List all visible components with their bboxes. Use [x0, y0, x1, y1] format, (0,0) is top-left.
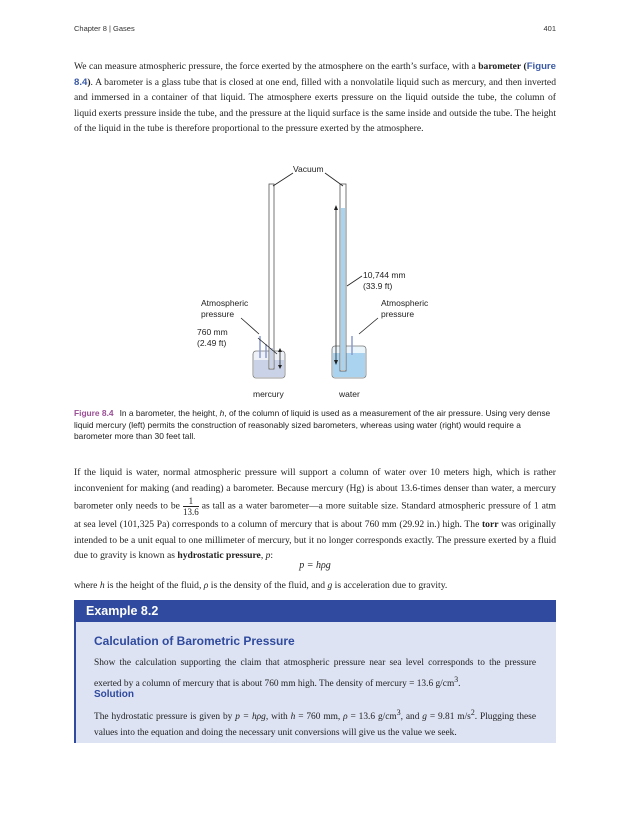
paragraph-formula-definitions [74, 578, 556, 594]
arrow-head-icon [334, 205, 338, 210]
label-atm-left-1: Atmospheric [201, 298, 249, 308]
term-barometer: barometer [478, 61, 522, 72]
example-header-bar [74, 600, 556, 622]
hydrostatic-formula: p = hρg [299, 560, 331, 571]
vacuum-leader [273, 173, 293, 186]
term-hydrostatic-pressure: hydrostatic pressure [177, 550, 261, 562]
label-atm-right-2: pressure [381, 309, 415, 319]
barometer-illustration [180, 158, 470, 408]
sol-text-a: The hydrostatic pressure is given by [94, 712, 236, 723]
label-atm-right-1: Atmospheric [381, 298, 429, 308]
page-number: 401 [543, 24, 556, 33]
problem-text: Show the calculation supporting the claim that atmospheric pressure near sea level corresponds to the pressure exerted by a column of mercury that is about 760 mm high. The density of mercury = 13.6 g/cm [94, 658, 536, 689]
var-p: p [265, 550, 271, 562]
caption-var-h: h [219, 408, 225, 418]
sol-superscript-3: 3 [396, 708, 401, 717]
sol-text-f: = 9.81 m/s [426, 712, 471, 723]
sol-var-rho: ρ [343, 712, 348, 723]
para1-close-paren: ) [87, 76, 91, 88]
para3-text-c: is the density of the fluid, and [208, 580, 328, 591]
water-liquid [333, 353, 365, 377]
vacuum-leader [325, 173, 343, 186]
var-rho: ρ [203, 580, 209, 591]
barometer-figure [180, 158, 470, 408]
sol-equation: p = hρg [235, 712, 266, 723]
mercury-barometer [253, 184, 285, 378]
term-torr: torr [481, 519, 499, 531]
water-column [341, 208, 345, 370]
caption-figure-number: Figure 8.4 [74, 408, 114, 418]
atm-right-leader [359, 318, 378, 334]
solution-heading: Solution [94, 689, 134, 700]
running-header-chapter: Chapter 8 | Gases [74, 24, 135, 33]
paragraph-water-vs-mercury [74, 465, 556, 564]
sol-var-h: h [290, 712, 296, 723]
mercury-column [270, 348, 273, 368]
para3-text-b: is the height of the fluid, [104, 580, 204, 591]
caption-text-a: In a barometer, the height, [119, 408, 220, 418]
problem-superscript: 3 [454, 674, 459, 684]
example-title: Calculation of Barometric Pressure [94, 634, 295, 648]
mercury-tube [269, 184, 274, 369]
sol-text-c: = 760 mm, [295, 712, 344, 723]
sol-text-e: , and [400, 712, 423, 723]
label-atm-left-2: pressure [201, 309, 235, 319]
figure-caption [74, 408, 556, 443]
atm-left-leader [241, 318, 259, 334]
label-water-height-mm: 10,744 mm [363, 270, 406, 280]
fraction-numerator: 1 [183, 496, 199, 507]
example-solution [94, 705, 536, 741]
caption-text-b: , of the column of liquid is used as a measurement of the air pressure. Using very dense liquid mercury (left) permits the construction of reasonably sized barometers, whereas using water (right) would require a barometer more than 30 feet tall. [74, 408, 551, 441]
para2-text-c: was originally intended to be a unit equal to one millimeter of mercury, but it no longer corresponds exactly. The pressure exerted by a fluid due to gravity is known as [74, 519, 556, 562]
figure-8-4-link[interactable]: Figure 8.4 [74, 61, 557, 88]
para3-text-d: is acceleration due to gravity. [332, 580, 448, 591]
example-problem [94, 656, 536, 692]
label-mercury: mercury [253, 389, 284, 399]
sol-var-g: g [422, 712, 427, 723]
sol-text-d: = 13.6 g/cm [347, 712, 397, 723]
para2-text-e: : [270, 550, 274, 562]
sol-superscript-2: 2 [470, 708, 475, 717]
para2-text-a: If the liquid is water, normal atmospheric pressure will support a column of water over 10 meters high, which is rather inconvenient for making (and reading) a barometer. Because mercury (Hg) is about 13.6-times denser than water, a mercury barometer only needs to be [74, 467, 556, 512]
var-g: g [327, 580, 333, 591]
label-water: water [339, 389, 360, 399]
label-hg-height-mm: 760 mm [197, 327, 228, 337]
water-height-leader [347, 276, 362, 286]
para1-open-paren: ( [521, 61, 527, 72]
para2-text-b: as tall as a water barometer—a more suitable size. Standard atmospheric pressure of 1 atm at sea level (101,325 Pa) corresponds to a column of mercury that is about 760 mm (29.92 in.) high. The [74, 500, 556, 531]
label-vacuum: Vacuum [293, 164, 324, 174]
example-label: Example 8.2 [86, 604, 159, 618]
para3-text-a: where [74, 580, 100, 591]
para1-text-a: We can measure atmospheric pressure, the force exerted by the atmosphere on the earth’s surface, with a [74, 61, 479, 72]
label-water-height-ft: (33.9 ft) [363, 281, 393, 291]
fraction-denominator: 13.6 [182, 507, 199, 518]
water-barometer [332, 184, 366, 378]
label-hg-height-ft: (2.49 ft) [197, 338, 227, 348]
sol-text-g: . Plugging these values into the equation and doing the necessary unit conversions will give us the value we seek. [94, 712, 536, 738]
arrow-head-icon [278, 348, 282, 352]
para2-text-d: , [260, 550, 266, 562]
para1-text-b: . A barometer is a glass tube that is closed at one end, filled with a nonvolatile liquid such as mercury, and then inverted and immersed in a container of that liquid. The atmosphere exerts pressure on the liquid outside the tube, the column of liquid exerts pressure inside the tube, and the pressure at the liquid surface is the same inside and outside the tube. The height of the liquid in the tube is therefore proportional to the pressure exerted by the atmosphere. [74, 76, 556, 135]
paragraph-barometer-intro [74, 59, 556, 137]
var-h: h [99, 580, 105, 591]
sol-text-b: , with [265, 712, 291, 723]
fraction-one-over-13-6 [183, 496, 199, 517]
problem-end: . [458, 678, 461, 689]
